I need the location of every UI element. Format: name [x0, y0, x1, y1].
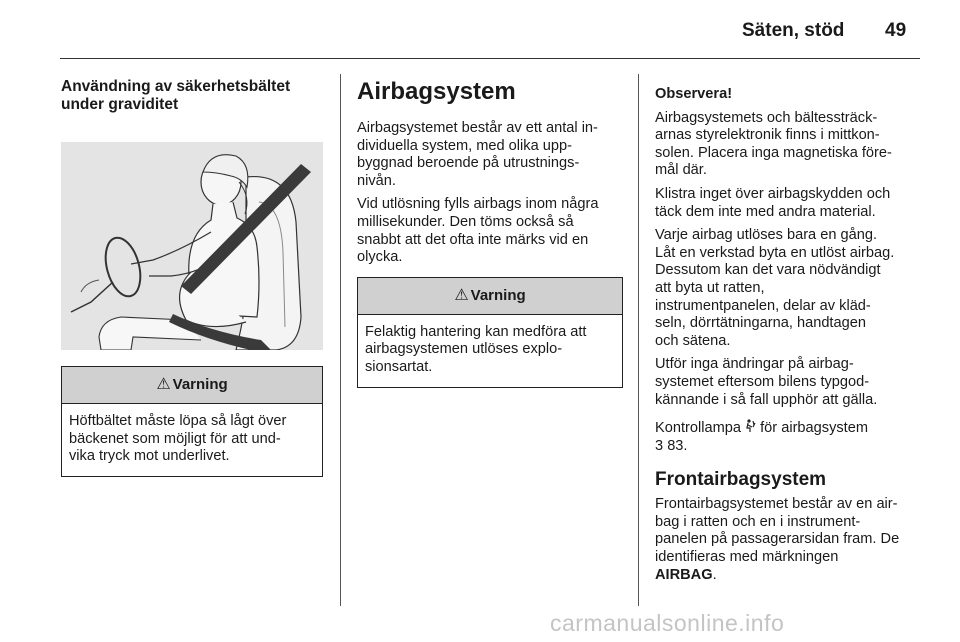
- page-number: 49: [885, 20, 907, 41]
- control-lamp-text: Kontrollampa: [655, 420, 741, 437]
- paragraph: Airbagsystemet består av ett antal in- dividuella system, med olika upp- byggnad beroende på utrustnings- nivån.: [357, 120, 598, 189]
- front-airbag-paragraph: [655, 496, 923, 584]
- column-3: [655, 86, 923, 590]
- control-lamp-suffix: för airbagsystem: [760, 420, 868, 437]
- note-paragraph: Varje airbag utlöses bara en gång. Låt en verkstad byta en utlöst airbag. Dessutom kan det vara nödvändigt att byta ut ratten, instrumentpanelen, delar av kläd- seln, dörrtätningarna, handtagen och sätena.: [655, 227, 895, 349]
- pregnancy-heading: Användning av säkerhetsbältet under graviditet: [61, 78, 291, 113]
- note-paragraph: Klistra inget över airbagskydden och täck dem inte med andra material.: [655, 185, 891, 220]
- illustration-svg: [61, 142, 323, 350]
- note-paragraph: Airbagsystemets och bältessträck- arnas styrelektronik finns i mittkon- solen. Placera inga magnetiska före- mål där.: [655, 109, 892, 179]
- front-airbag-heading: Frontairbagsystem: [655, 469, 827, 491]
- airbag-label: AIRBAG: [655, 566, 713, 583]
- header-divider: [60, 58, 920, 59]
- warning-box-pregnancy: [61, 366, 323, 477]
- pregnant-driver-seatbelt-illustration: [61, 142, 323, 350]
- warning-triangle-icon: ⚠: [156, 376, 171, 394]
- warning-box-airbag: [357, 277, 623, 388]
- control-lamp-paragraph: [655, 419, 923, 455]
- warning-text: Höftbältet måste löpa så lågt över bäckenet som möjligt för att und- vika tryck mot underlivet.: [69, 413, 287, 465]
- note-paragraph: Utför inga ändringar på airbag- systemet eftersom bilens typgod- kännande i så fall upphör att gälla.: [655, 356, 878, 408]
- warning-header: [62, 367, 322, 404]
- paragraph: Vid utlösning fylls airbags inom några millisekunder. Den töms också så snabbt att det ofta inte märks vid en olycka.: [357, 196, 599, 266]
- warning-title: Varning: [470, 286, 526, 304]
- note-title: Observera!: [655, 86, 733, 102]
- watermark: carmanualsonline.info: [550, 610, 785, 636]
- airbag-warning-lamp-icon: [745, 419, 756, 435]
- column-divider-1: [340, 74, 341, 606]
- section-title: Säten, stöd: [742, 20, 845, 41]
- warning-triangle-icon: ⚠: [454, 286, 469, 304]
- warning-text: Felaktig hantering kan medföra att airbagsystemen utlöses explo- sionsartat.: [365, 323, 587, 375]
- warning-header: [358, 278, 622, 315]
- period: .: [712, 566, 717, 583]
- airbag-system-heading: Airbagsystem: [357, 78, 516, 105]
- page-ref-link[interactable]: 83.: [667, 437, 688, 454]
- front-airbag-text: Frontairbagsystemet består av en air- bag i ratten och en i instrument- panelen på passagerarsidan fram. De identifieras med märkningen: [655, 496, 900, 566]
- column-2: [357, 78, 623, 388]
- column-1: [61, 78, 325, 477]
- page-ref-arrow-icon[interactable]: 3: [655, 437, 664, 454]
- warning-title: Varning: [172, 376, 228, 394]
- column-divider-2: [638, 74, 639, 606]
